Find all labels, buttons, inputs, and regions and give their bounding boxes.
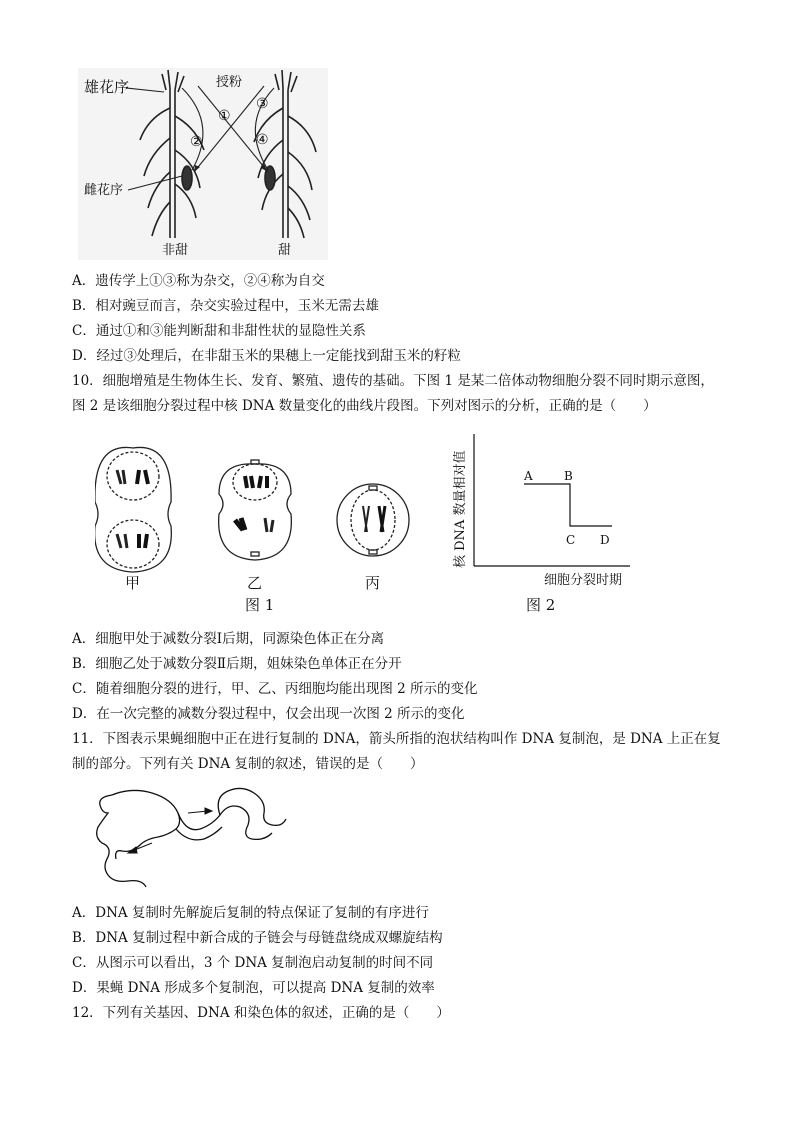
figure-2-dna-chart <box>440 428 640 616</box>
q9-option-d: D．经过③处理后，在非甜玉米的果穗上一定能找到甜玉米的籽粒 <box>72 348 461 364</box>
q10-option-a: A．细胞甲处于减数分裂Ⅰ后期，同源染色体正在分离 <box>72 631 385 647</box>
cell-bing <box>337 484 409 556</box>
cell-jia <box>95 447 171 572</box>
y-axis-label: 核 DNA 数量相对值 <box>453 450 468 568</box>
point-c: C <box>566 533 576 547</box>
dna-replication-bubbles-figure <box>92 783 292 893</box>
q10-option-c: C．随着细胞分裂的进行，甲、乙、丙细胞均能出现图 2 所示的变化 <box>72 681 478 697</box>
corn-pollination-figure <box>78 68 328 260</box>
q12-stem: 12．下列有关基因、DNA 和染色体的叙述，正确的是（ ） <box>72 1005 450 1021</box>
q10-stem-line1: 10．细胞增殖是生物体生长、发育、繁殖、遗传的基础。下图 1 是某二倍体动物细胞分裂不同时期示意图， <box>72 373 714 389</box>
label-pollination: 授粉 <box>216 75 243 90</box>
q10-option-d: D．在一次完整的减数分裂过程中，仅会出现一次图 2 所示的变化 <box>72 706 465 722</box>
q9-option-b: B．相对豌豆而言，杂交实验过程中，玉米无需去雄 <box>72 298 379 314</box>
q10-option-b: B．细胞乙处于减数分裂Ⅱ后期，姐妹染色单体正在分开 <box>72 656 402 672</box>
label-female: 雌花序 <box>84 183 124 198</box>
mark-2: ② <box>190 134 203 150</box>
x-axis-label: 细胞分裂时期 <box>544 573 623 588</box>
q11-option-b: B．DNA 复制过程中新合成的子链会与母链盘绕成双螺旋结构 <box>72 930 443 946</box>
replication-arrows <box>128 808 212 853</box>
q11-option-a: A．DNA 复制时先解旋后复制的特点保证了复制的有序进行 <box>72 905 429 921</box>
mark-4: ④ <box>256 132 269 148</box>
q11-option-d: D．果蝇 DNA 形成多个复制泡，可以提高 DNA 复制的效率 <box>72 980 435 996</box>
q11-stem-line2: 制的部分。下列有关 DNA 复制的叙述，错误的是（ ） <box>72 756 424 772</box>
figure-1-caption: 图 1 <box>245 596 275 614</box>
q9-option-a: A．遗传学上①③称为杂交，②④称为自交 <box>72 273 325 289</box>
cell-label-bing: 丙 <box>365 574 381 592</box>
plant-left-label: 非甜 <box>162 243 189 258</box>
label-male: 雄花序 <box>84 78 130 96</box>
point-a: A <box>524 469 533 483</box>
cell-label-yi: 乙 <box>247 574 263 592</box>
cell-label-jia: 甲 <box>125 574 141 592</box>
figure-1-cells <box>95 440 425 615</box>
figure-2-caption: 图 2 <box>526 596 556 614</box>
q10-stem-line2: 图 2 是该细胞分裂过程中核 DNA 数量变化的曲线片段图。下列对图示的分析，正确的是（ ） <box>72 398 657 414</box>
point-b: B <box>564 469 573 483</box>
point-d: D <box>600 533 610 547</box>
mark-3: ③ <box>256 96 269 112</box>
plant-right-label: 甜 <box>278 243 292 258</box>
q11-option-c: C．从图示可以看出，3 个 DNA 复制泡启动复制的时间不同 <box>72 955 434 971</box>
dna-curve <box>524 484 612 526</box>
q9-option-c: C．通过①和③能判断甜和非甜性状的显隐性关系 <box>72 323 366 339</box>
q11-stem-line1: 11．下图表示果蝇细胞中正在进行复制的 DNA，箭头所指的泡状结构叫作 DNA 复制泡，是 DNA 上正在复 <box>72 731 721 747</box>
mark-1: ① <box>218 108 231 124</box>
cell-yi <box>219 460 292 560</box>
